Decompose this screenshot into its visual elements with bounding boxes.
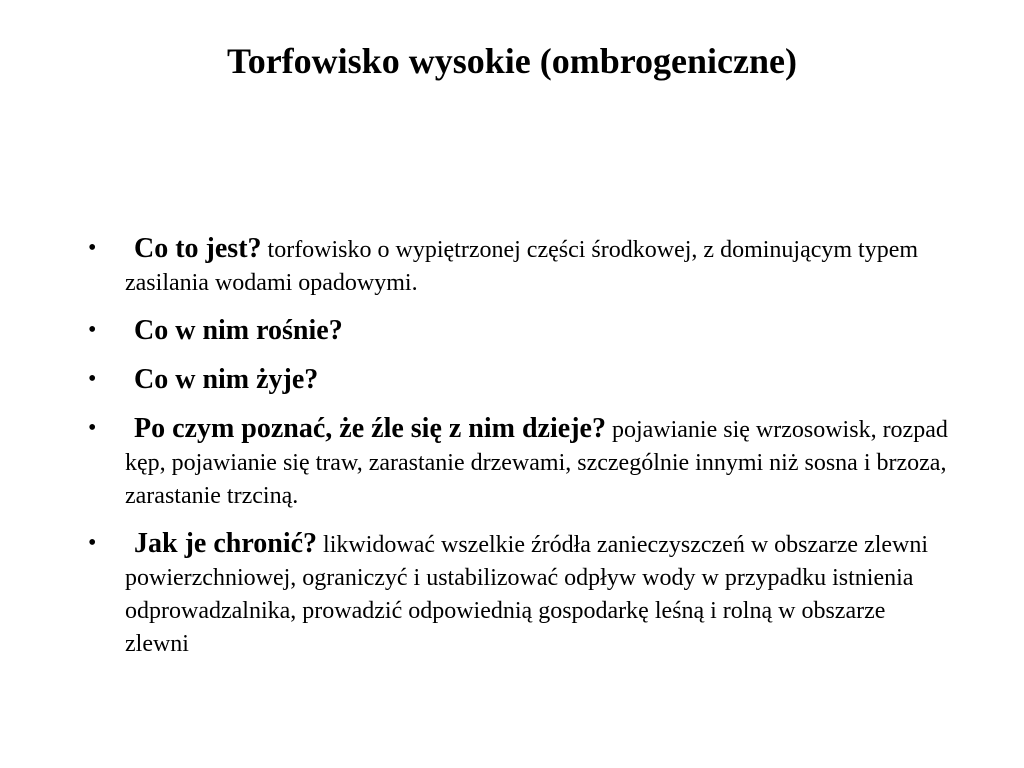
bullet-dot-icon: • [88,415,97,441]
bullet-question: Co to jest? [134,233,262,264]
bullet-dot-icon: • [88,317,97,343]
bullet-question: Co w nim żyje? [134,364,319,395]
bullet-dot-icon: • [88,235,97,261]
bullet-answer: pojawianie się wrzosowisk, rozpad kęp, pojawianie się traw, zarastanie drzewami, szczególnie innymi niż sosna i brzoza, zarastanie trzciną. [125,417,948,509]
bullet-dot-icon: • [88,366,97,392]
bullet-item-how-to-protect [0,527,1024,661]
bullet-question: Po czym poznać, że źle się z nim dzieje? [134,413,606,444]
bullet-item-what-grows [0,314,1024,349]
bullet-item-what-lives [0,363,1024,398]
bullet-question: Co w nim rośnie? [134,315,343,346]
bullet-item-warning-signs [0,412,1024,513]
slide-title: Torfowisko wysokie (ombrogeniczne) [227,41,797,81]
bullet-question: Jak je chronić? [134,528,318,559]
bullet-answer: torfowisko o wypiętrzonej części środkowej, z dominującym typem zasilania wodami opadowymi. [125,237,919,296]
bullet-item-what-is-it [0,232,1024,300]
bullet-answer: likwidować wszelkie źródła zanieczyszczeń w obszarze zlewni powierzchniowej, ograniczyć i ustabilizować odpływ wody w przypadku istnienia odprowadzalnika, prowadzić odpowiednią gospodarkę leśną i rolną w obszarze zlewni [125,532,929,657]
bullet-dot-icon: • [88,530,97,556]
bullet-list [0,232,1024,675]
